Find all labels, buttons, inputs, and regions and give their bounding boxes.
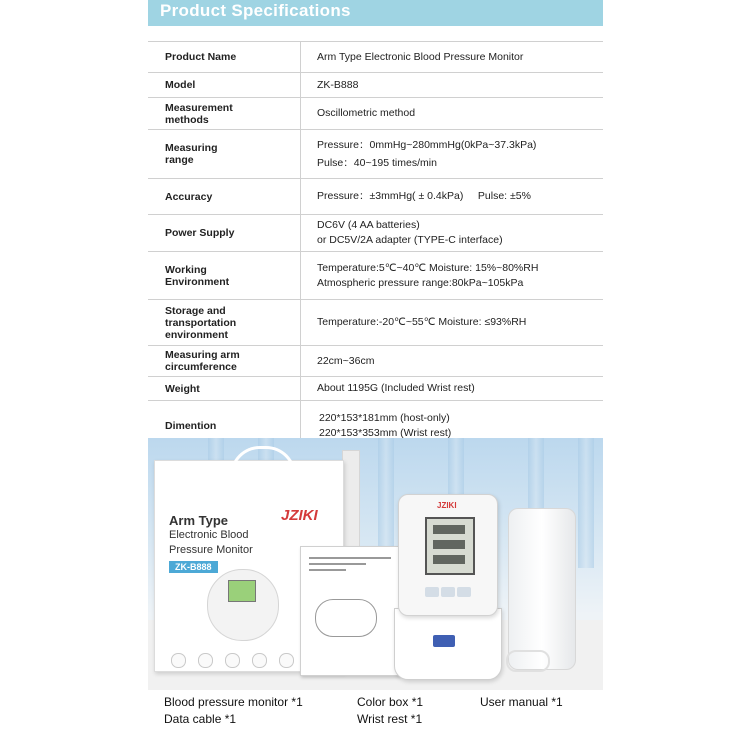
monitor-button (457, 587, 471, 597)
contents-item: Wrist rest *1 (357, 712, 423, 726)
lcd-screen (425, 517, 475, 575)
box-handle (230, 446, 296, 479)
spec-label-arm-circumference (148, 346, 301, 377)
lcd-digits (433, 540, 465, 549)
value-line: DC6V (4 AA batteries) (317, 219, 420, 231)
blood-pressure-monitor (398, 494, 498, 616)
value-line: or DC5V/2A adapter (TYPE-C interface) (317, 234, 503, 246)
contents-item: Color box *1 (357, 695, 424, 709)
feature-icon (252, 653, 267, 668)
spec-value-accuracy (301, 179, 604, 215)
table-row (148, 179, 603, 215)
label-line: Measuring (165, 142, 218, 154)
box-title-line: Arm Type (169, 513, 228, 528)
spec-value-weight (301, 377, 604, 401)
user-manual (300, 546, 400, 676)
value-line: Temperature:5℃~40℃ Moisture: 15%~80%RH (317, 261, 539, 274)
table-row (148, 300, 603, 346)
spec-label-weight (148, 377, 301, 401)
value-line: ZK-B888 (317, 78, 359, 91)
value-line: About 1195G (Included Wrist rest) (317, 382, 475, 394)
value-line: 220*153*353mm (Wrist rest) (319, 426, 452, 439)
table-row (148, 98, 603, 130)
spec-value-measurement-methods (301, 98, 604, 130)
label-line: transportation (165, 316, 237, 329)
monitor-logo: JZIKI (437, 501, 457, 510)
label-line: Dimention (165, 419, 217, 432)
text-line (309, 557, 391, 559)
data-cable (506, 650, 550, 672)
label-line: Environment (165, 275, 230, 288)
spec-label-measurement-methods (148, 98, 301, 130)
spec-table (148, 41, 603, 451)
feature-icon (198, 653, 213, 668)
feature-icons (171, 653, 321, 667)
table-row (148, 346, 603, 377)
spec-label-storage-environment (148, 300, 301, 346)
value-line: Pressure：±3mmHg( ± 0.4kPa) Pulse: ±5% (317, 190, 531, 202)
monitor-button (441, 587, 455, 597)
start-button (433, 635, 455, 647)
spec-value-measuring-range (301, 130, 604, 179)
spec-value-power-supply (301, 215, 604, 252)
table-row (148, 42, 603, 73)
header-bar (148, 0, 603, 26)
spec-label-product-name (148, 42, 301, 73)
wrist-rest (508, 508, 576, 670)
label-line: Product Name (165, 51, 237, 63)
label-line: Model (165, 79, 196, 91)
box-model-badge: ZK-B888 (169, 561, 218, 573)
text-line (309, 563, 366, 565)
product-spec-sheet (148, 0, 603, 750)
device-illustration (207, 569, 279, 641)
value-line: Oscillometric method (317, 107, 416, 119)
device-screen (228, 580, 256, 602)
spec-value-storage-environment (301, 300, 604, 346)
spec-value-arm-circumference (301, 346, 604, 377)
product-photo (148, 438, 603, 690)
value-line: 22cm~36cm (317, 354, 375, 367)
lcd-digits (433, 555, 465, 564)
cuff-unit (394, 608, 502, 680)
feature-icon (171, 653, 186, 668)
spec-value-working-environment (301, 252, 604, 300)
feature-icon (225, 653, 240, 668)
label-line: range (165, 154, 194, 166)
spec-label-measuring-range (148, 130, 301, 179)
value-line: 220*153*181mm (host-only) (319, 411, 450, 424)
spec-value-product-name (301, 42, 604, 73)
label-line: Working (165, 263, 207, 276)
spec-value-model (301, 73, 604, 98)
table-row (148, 130, 603, 179)
label-line: Power Supply (165, 227, 235, 239)
label-line: Weight (165, 382, 200, 395)
manual-illustration (315, 599, 377, 637)
label-line: methods (165, 113, 209, 126)
label-line: Measuring arm (165, 349, 240, 361)
label-line: Measurement (165, 101, 233, 114)
spec-label-model (148, 73, 301, 98)
contents-item: User manual *1 (480, 695, 563, 709)
label-line: Accuracy (165, 190, 213, 203)
lcd-digits (433, 525, 465, 534)
value-line: Atmospheric pressure range:80kPa~105kPa (317, 276, 524, 289)
text-line (309, 569, 346, 571)
spec-label-power-supply (148, 215, 301, 252)
monitor-button (425, 587, 439, 597)
curtain-fold (578, 438, 594, 568)
table-row (148, 377, 603, 401)
contents-item: Data cable *1 (164, 712, 237, 726)
package-contents (148, 690, 603, 750)
value-line: Pressure：0mmHg~280mmHg(0kPa~37.3kPa) (317, 138, 537, 151)
contents-item: Blood pressure monitor *1 (164, 695, 303, 709)
page-title: Product Specifications (160, 1, 351, 20)
value-line: Temperature:-20℃~55℃ Moisture: ≤93%RH (317, 316, 527, 328)
value-line: Arm Type Electronic Blood Pressure Monitor (317, 50, 524, 63)
label-line: Storage and (165, 304, 226, 317)
spec-label-accuracy (148, 179, 301, 215)
feature-icon (279, 653, 294, 668)
label-line: environment (165, 328, 229, 341)
value-line: Pulse：40~195 times/min (317, 156, 437, 169)
table-row (148, 73, 603, 98)
table-row (148, 252, 603, 300)
box-title-line: Pressure Monitor (169, 544, 253, 556)
box-title-line: Electronic Blood (169, 529, 249, 541)
manual-text-lines (309, 557, 391, 575)
brand-logo: JZIKI (281, 507, 318, 524)
spec-label-working-environment (148, 252, 301, 300)
table-row (148, 215, 603, 252)
label-line: circumference (165, 361, 237, 373)
